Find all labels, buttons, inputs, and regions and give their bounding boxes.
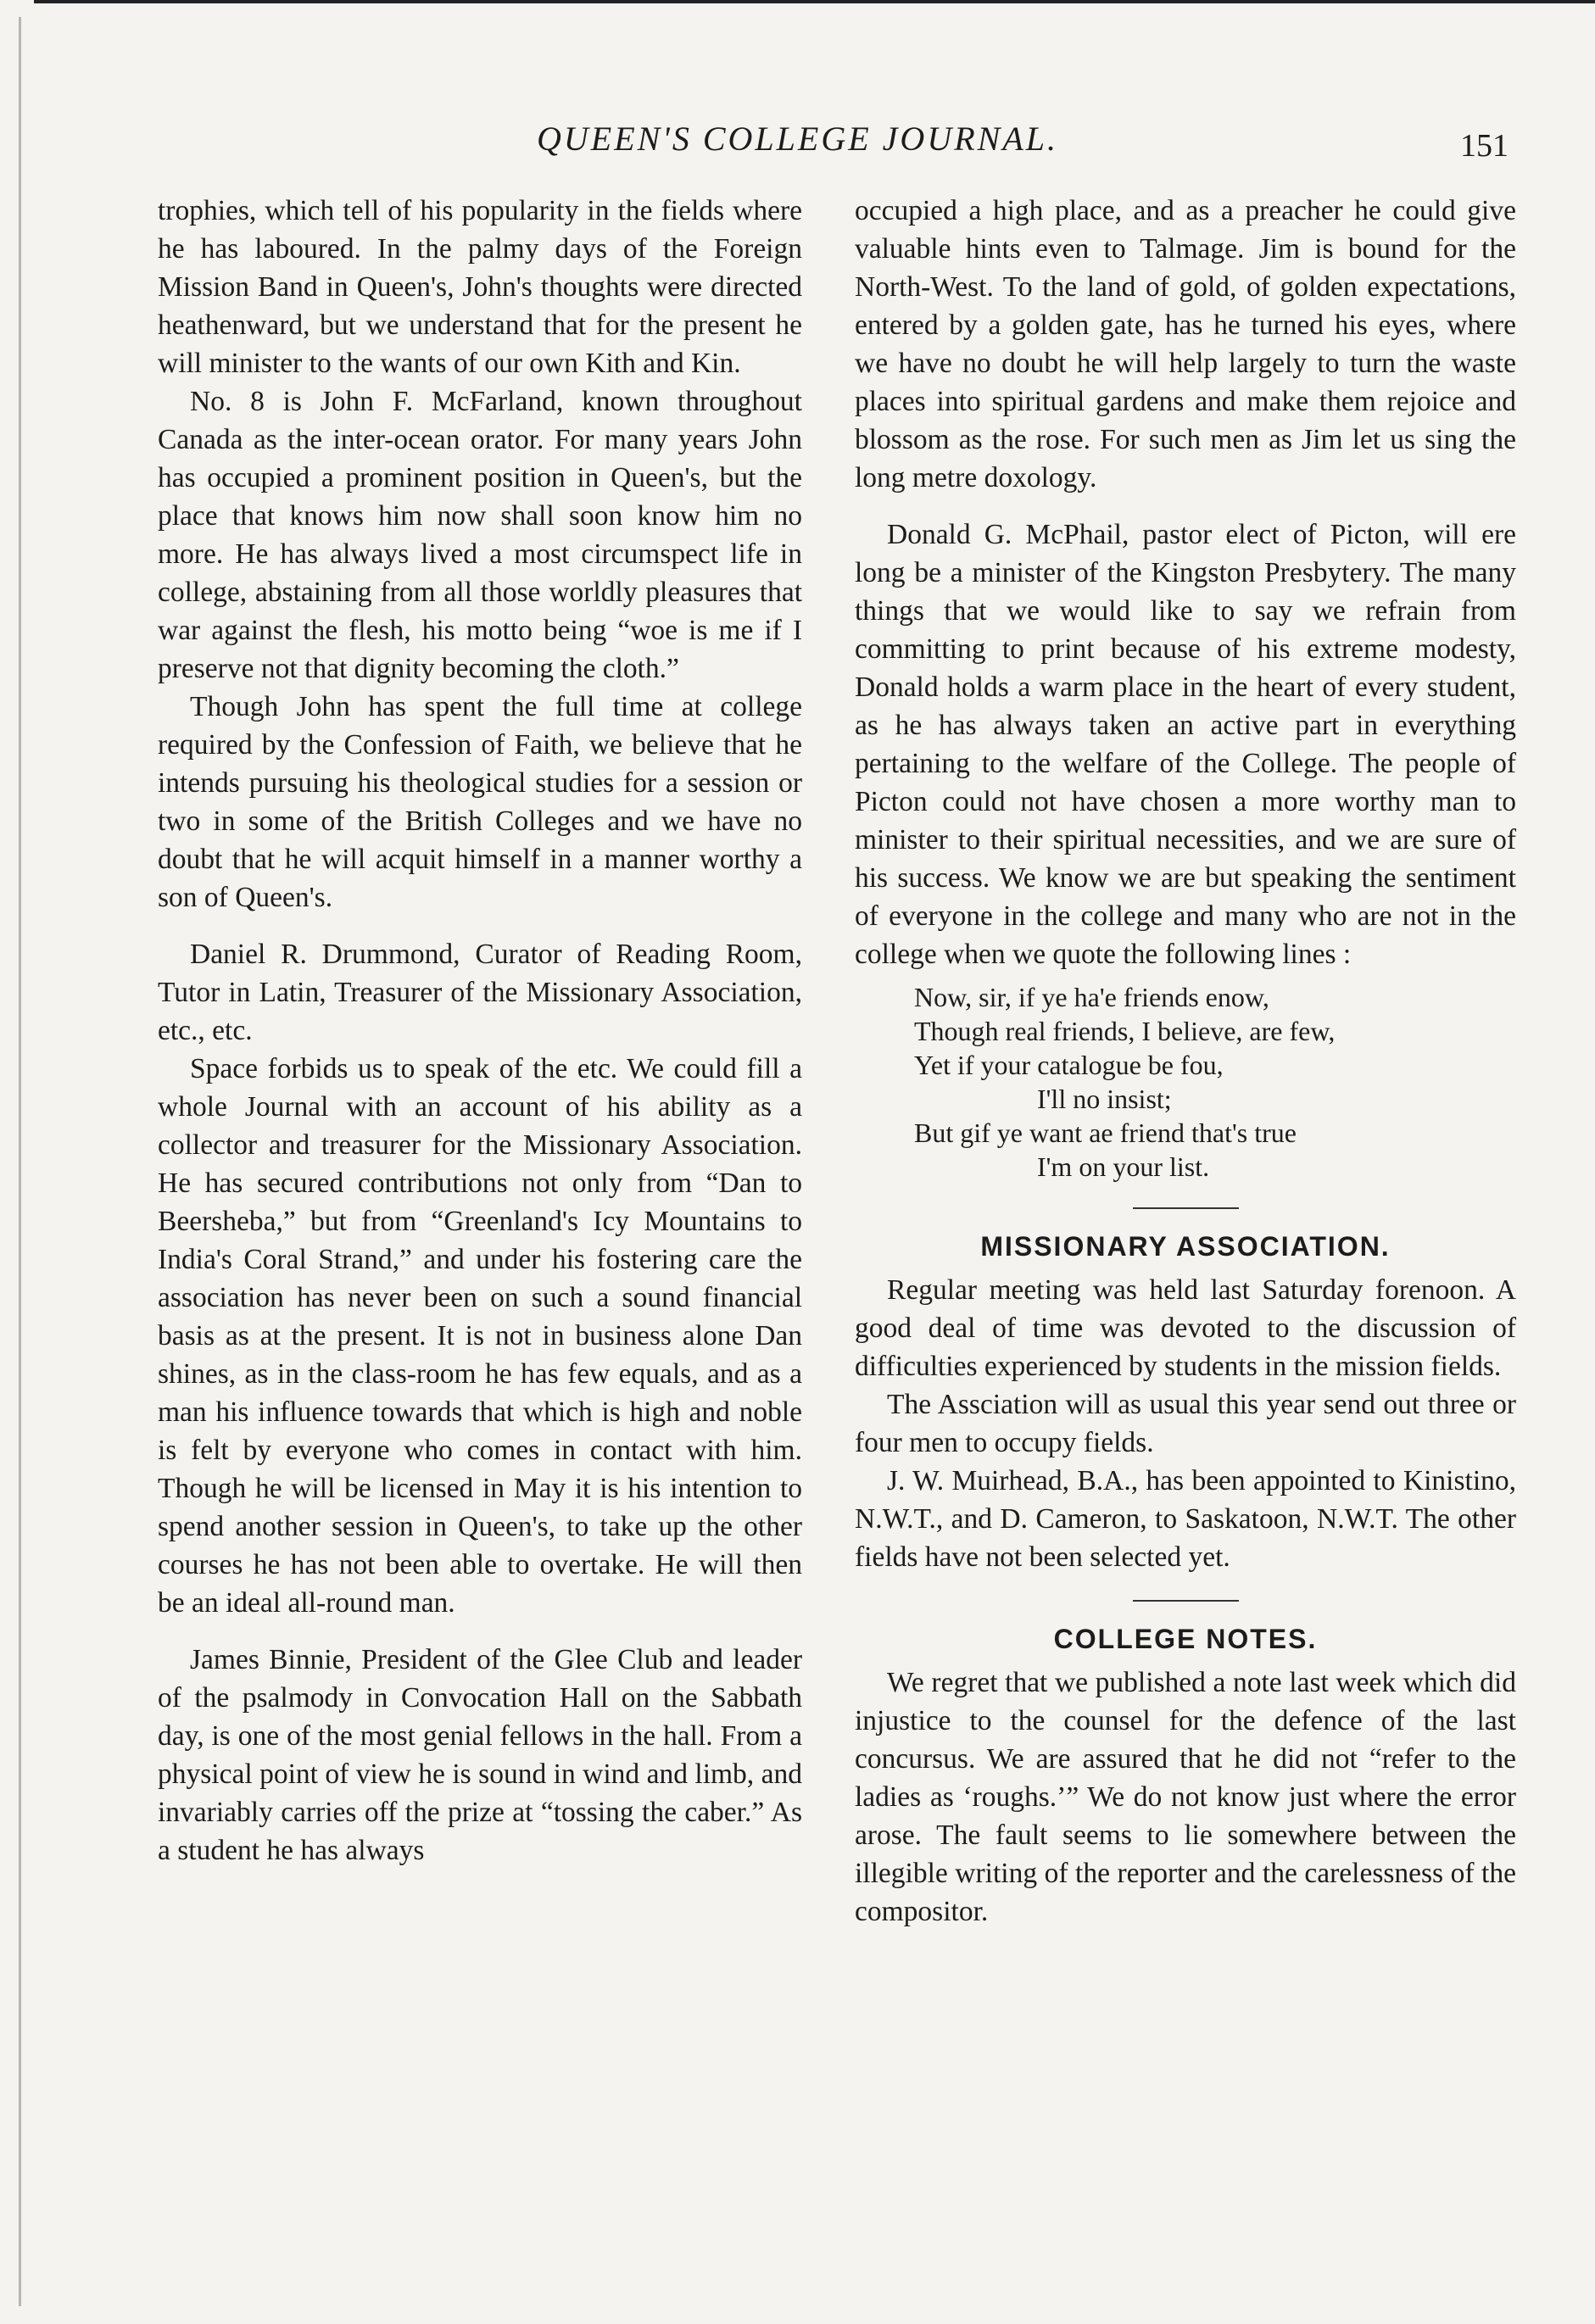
left-column <box>158 192 802 1870</box>
journal-title: QUEEN'S COLLEGE JOURNAL. <box>536 120 1058 158</box>
verse-line: I'll no insist; <box>1037 1084 1172 1114</box>
page-number: 151 <box>1460 128 1509 164</box>
verse-line: Yet if your catalogue be fou, <box>914 1050 1224 1080</box>
paragraph: The Assciation will as usual this year send out three or four men to occupy fields. <box>855 1389 1516 1458</box>
paragraph: J. W. Muirhead, B.A., has been appointed to Kinistino, N.W.T., and D. Cameron, to Saskatoon, N.W.T. The other fields have not been selected yet. <box>855 1465 1516 1573</box>
paragraph: James Binnie, President of the Glee Club and leader of the psalmody in Convocation Hall on the Sabbath day, is one of the most genial fellows in the hall. From a physical point of view he is sound in wind and limb, and invariably carries off the prize at “tossing the caber.” As a student he has always <box>158 1644 802 1866</box>
top-border-rule <box>34 0 1595 3</box>
verse-line: I'm on your list. <box>1037 1151 1210 1182</box>
paragraph: No. 8 is John F. McFarland, known throughout Canada as the inter-ocean orator. For many years John has occupied a prominent position in Queen's, but the place that knows him now shall soon know him no more. He has always lived a most circumspect life in college, abstaining from all those worldly pleasures that war against the flesh, his motto being “woe is me if I preserve not that dignity becoming the cloth.” <box>158 386 802 684</box>
verse-line: Though real friends, I believe, are few, <box>914 1016 1336 1046</box>
paragraph: Regular meeting was held last Saturday forenoon. A good deal of time was devoted to the discussion of difficulties experienced by students in the mission fields. <box>855 1274 1516 1382</box>
college-notes-heading: COLLEGE NOTES. <box>1053 1624 1318 1654</box>
missionary-heading: MISSIONARY ASSOCIATION. <box>980 1231 1391 1262</box>
verse-line: Now, sir, if ye ha'e friends enow, <box>914 982 1269 1012</box>
section-divider <box>1133 1600 1239 1602</box>
section-divider <box>1133 1207 1239 1209</box>
paragraph: Daniel R. Drummond, Curator of Reading Room, Tutor in Latin, Treasurer of the Missionary Association, etc., etc. <box>158 939 802 1046</box>
paragraph: trophies, which tell of his popularity in the fields where he has laboured. In the palmy days of the Foreign Mission Band in Queen's, John's thoughts were directed heathenward, but we understand that for the present he will minister to the wants of our own Kith and Kin. <box>158 195 802 379</box>
binding-edge <box>19 17 21 2306</box>
right-column <box>855 192 1516 1931</box>
paragraph: Space forbids us to speak of the etc. We could fill a whole Journal with an account of his ability as a collector and treasurer for the Missionary Association. He has secured contributions not only from “Dan to Beersheba,” but from “Greenland's Icy Mountains to India's Coral Strand,” and under his fostering care the association has never been on such a sound financial basis as at the present. It is not in business alone Dan shines, as in the class-room he has few equals, and as a man his influence towards that which is high and noble is felt by everyone who comes in contact with him. Though he will be licensed in May it is his intention to spend another session in Queen's, to take up the other courses he has not been able to overtake. He will then be an ideal all-round man. <box>158 1053 802 1619</box>
quoted-verse <box>855 980 1516 1184</box>
paragraph: Donald G. McPhail, pastor elect of Picton, will ere long be a minister of the Kingston Presbytery. The many things that we would like to say we refrain from committing to print because of his extreme modesty, Donald holds a warm place in the heart of every student, as he has always taken an active part in everything pertaining to the welfare of the College. The people of Picton could not have chosen a more worthy man to minister to their spiritual necessities, and we are sure of his success. We know we are but speaking the sentiment of everyone in the college and many who are not in the college when we quote the following lines : <box>855 519 1516 970</box>
paragraph: We regret that we published a note last week which did injustice to the counsel for the defence of the last concursus. We are assured that he did not “refer to the ladies as ‘roughs.’” We do not know just where the error arose. The fault seems to lie somewhere between the illegible writing of the reporter and the carelessness of the compositor. <box>855 1667 1516 1927</box>
verse-line: But gif ye want ae friend that's true <box>914 1117 1297 1148</box>
paragraph: Though John has spent the full time at college required by the Confession of Faith, we believe that he intends pursuing his theological studies for a session or two in some of the British Colleges and we have no doubt that he will acquit himself in a manner worthy a son of Queen's. <box>158 691 802 913</box>
paragraph: occupied a high place, and as a preacher he could give valuable hints even to Talmage. Jim is bound for the North-West. To the land of gold, of golden expectations, entered by a golden gate, has he turned his eyes, where we have no doubt he will help largely to turn the waste places into spiritual gardens and make them rejoice and blossom as the rose. For such men as Jim let us sing the long metre doxology. <box>855 195 1516 493</box>
